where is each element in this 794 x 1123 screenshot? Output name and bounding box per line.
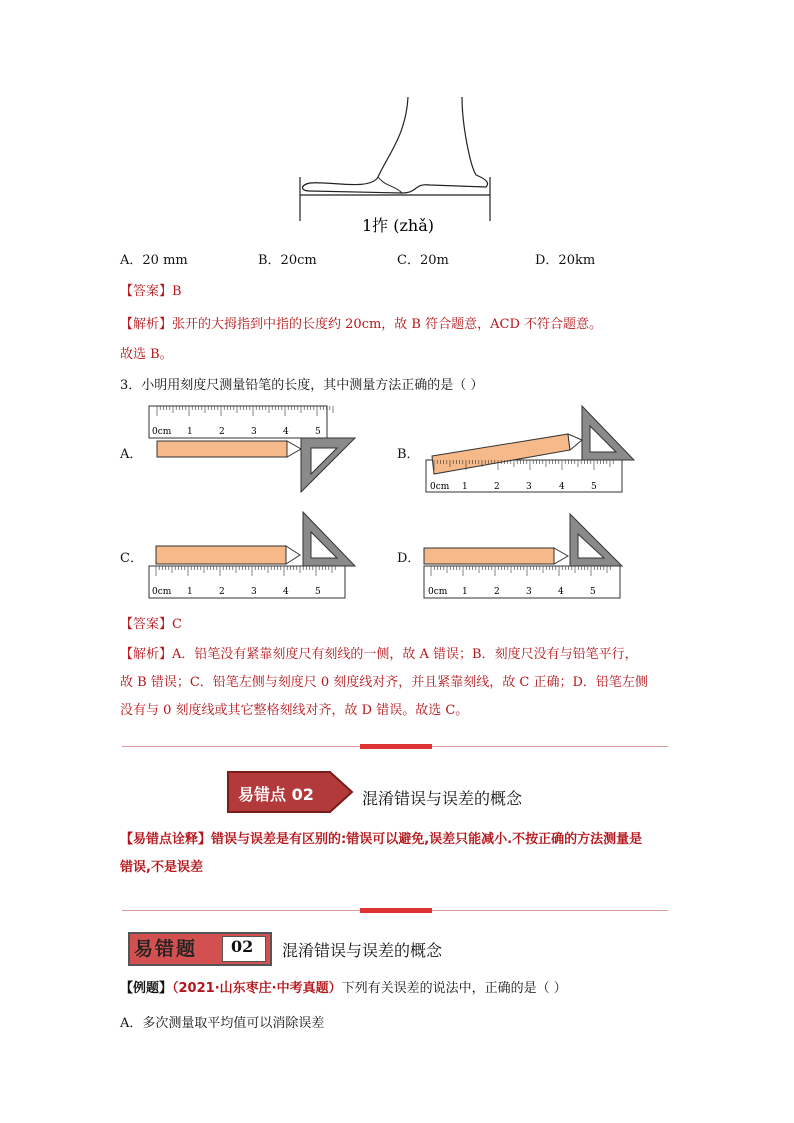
ruler-tick-0: 0cm <box>152 427 172 437</box>
ruler-tick-2: 2 <box>494 482 500 492</box>
pencil <box>424 548 554 564</box>
answer-tag: 【答案】 <box>120 617 173 632</box>
analysis-tag: 【解析】 <box>120 317 173 332</box>
ruler-tick-0: 0cm <box>152 587 172 597</box>
q2-option-d: D．20km <box>535 253 596 268</box>
q3-label-b: B． <box>397 447 420 462</box>
figure-d <box>420 510 635 602</box>
ruler-tick-2: 2 <box>219 587 225 597</box>
answer-value: C <box>172 617 182 632</box>
point-badge-label: 易错点 02 <box>238 785 314 804</box>
ruler-tick-3: 3 <box>251 427 257 437</box>
point-explain <box>120 826 690 882</box>
point-title: 混淆错误与误差的概念 <box>362 789 523 808</box>
q3-analysis <box>120 641 680 725</box>
ruler-tick-1: 1 <box>187 587 193 597</box>
problem-badge-word: 易错题 <box>134 938 198 960</box>
ruler-tick-3: 3 <box>526 482 532 492</box>
example-text: 下列有关误差的说法中，正确的是（ ） <box>341 981 567 996</box>
example-tag: 【例题】 <box>120 981 173 996</box>
span-label: 1拃 (zhǎ) <box>361 216 435 235</box>
problem-title: 混淆错误与误差的概念 <box>282 941 443 960</box>
q3-label-d: D． <box>397 551 421 566</box>
pencil <box>156 546 286 564</box>
ruler-tick-4: 4 <box>283 427 289 437</box>
ruler-tick-5: 5 <box>315 587 321 597</box>
ruler-tick-2: 2 <box>219 427 225 437</box>
example-option-a: A．多次测量取平均值可以消除误差 <box>120 1016 325 1031</box>
explain-text-2: 错误,不是误差 <box>120 860 203 875</box>
ruler-tick-4: 4 <box>558 587 564 597</box>
pencil <box>157 441 287 457</box>
q2-option-c: C．20m <box>397 253 449 268</box>
ruler-tick-1: 1 <box>462 587 468 597</box>
q2-conclusion: 故选 B。 <box>120 347 173 362</box>
analysis-text: 张开的大拇指到中指的长度约 20cm，故 B 符合题意，ACD 不符合题意。 <box>172 317 603 332</box>
example-source: （2021·山东枣庄·中考真题） <box>172 981 342 996</box>
ruler-tick-5: 5 <box>590 587 596 597</box>
problem-badge-num: 02 <box>231 937 254 956</box>
ruler-tick-3: 3 <box>251 587 257 597</box>
figure-b <box>420 404 635 496</box>
q2-analysis <box>120 313 602 332</box>
q3-label-c: C． <box>120 551 143 566</box>
ruler-tick-1: 1 <box>187 427 193 437</box>
ruler-tick-0: 0cm <box>430 482 450 492</box>
ruler-tick-1: 1 <box>462 482 468 492</box>
answer-tag: 【答案】 <box>120 284 173 299</box>
ruler-tick-2: 2 <box>494 587 500 597</box>
set-square <box>301 438 355 492</box>
ruler-tick-4: 4 <box>283 587 289 597</box>
analysis-line-2: 故 B 错误；C．铅笔左侧与刻度尺 0 刻度线对齐，并且紧靠刻线，故 C 正确；D．铅笔左侧 <box>120 675 648 690</box>
ruler-tick-3: 3 <box>526 587 532 597</box>
ruler-tick-5: 5 <box>591 482 597 492</box>
ruler-tick-5: 5 <box>315 427 321 437</box>
answer-value: B <box>172 284 182 299</box>
q2-answer <box>120 280 182 299</box>
divider-accent <box>360 744 432 749</box>
q3-answer <box>120 613 182 632</box>
figure-c <box>145 510 360 602</box>
q3-label-a: A． <box>120 447 143 462</box>
analysis-tag: 【解析】 <box>120 647 173 662</box>
analysis-line-3: 没有与 0 刻度线或其它整格刻线对齐，故 D 错误。故选 C。 <box>120 703 469 718</box>
q2-option-b: B．20cm <box>258 253 317 268</box>
q2-option-a: A．20 mm <box>120 253 188 268</box>
ruler-tick-4: 4 <box>559 482 565 492</box>
analysis-line-1: A．铅笔没有紧靠刻度尺有刻线的一侧，故 A 错误；B．刻度尺没有与铅笔平行， <box>172 647 638 662</box>
figure-a <box>145 404 360 494</box>
example <box>120 977 700 996</box>
divider-accent <box>360 908 432 913</box>
ruler-tick-0: 0cm <box>428 587 448 597</box>
hand-span-figure <box>290 95 500 245</box>
q3-stem: 3．小明用刻度尺测量铅笔的长度，其中测量方法正确的是（ ） <box>120 378 484 393</box>
explain-tag: 【易错点诠释】 <box>120 832 212 847</box>
explain-text-1: 错误与误差是有区别的:错误可以避免,误差只能减小.不按正确的方法测量是 <box>211 832 643 847</box>
